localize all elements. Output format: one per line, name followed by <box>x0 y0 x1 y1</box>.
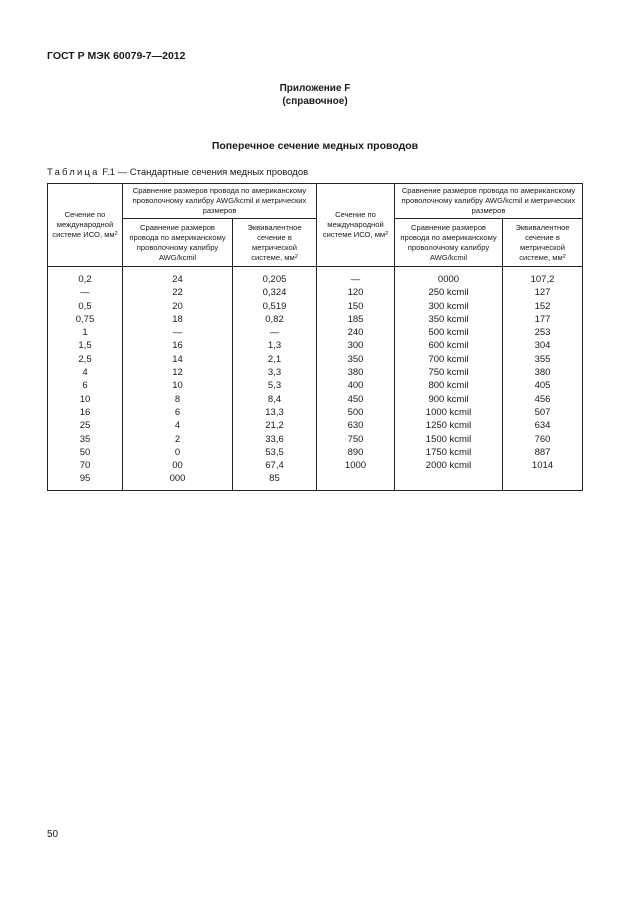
header-metric-left: Эквивалентное сечение в метрической системе, $мм^2$ <box>233 219 317 267</box>
cell-awg-right: 0000 <box>395 267 503 287</box>
table-row <box>48 472 583 490</box>
cell-awg-right: 300 kcmil <box>395 300 503 313</box>
table-row <box>48 433 583 446</box>
cell-metric: 0,324 <box>233 286 317 299</box>
cell-metric: 5,3 <box>233 379 317 392</box>
cell-awg-right: 350 kcmil <box>395 313 503 326</box>
cell-awg: 16 <box>123 339 233 352</box>
cell-awg: 18 <box>123 313 233 326</box>
cell-metric-right: 634 <box>503 419 583 432</box>
cell-iso: 1 <box>48 326 123 339</box>
annex-subtitle: (справочное) <box>282 96 348 107</box>
cell-iso: 4 <box>48 366 123 379</box>
cell-metric-right <box>503 472 583 490</box>
cell-awg-right: 500 kcmil <box>395 326 503 339</box>
cell-awg: 00 <box>123 459 233 472</box>
cell-iso: 0,2 <box>48 267 123 287</box>
cell-iso-right: 380 <box>317 366 395 379</box>
table-caption-number: F.1 <box>102 167 115 178</box>
cell-awg-right: 250 kcmil <box>395 286 503 299</box>
cell-metric-right: 887 <box>503 446 583 459</box>
cell-metric-right: 380 <box>503 366 583 379</box>
cell-iso: 50 <box>48 446 123 459</box>
cell-awg: 8 <box>123 393 233 406</box>
header-group-right: Сравнение размеров провода по американскому проволочному калибру AWG/kcmil и метрических размеров <box>395 184 583 219</box>
cell-metric-right: 1014 <box>503 459 583 472</box>
cell-metric: 8,4 <box>233 393 317 406</box>
cell-iso: 0,5 <box>48 300 123 313</box>
cell-metric: 1,3 <box>233 339 317 352</box>
cell-awg: — <box>123 326 233 339</box>
cell-metric: 13,3 <box>233 406 317 419</box>
cell-awg-right: 1750 kcmil <box>395 446 503 459</box>
table-row <box>48 300 583 313</box>
table-row <box>48 406 583 419</box>
cell-iso-right: 750 <box>317 433 395 446</box>
cell-iso-right: 630 <box>317 419 395 432</box>
cell-metric: 53,5 <box>233 446 317 459</box>
standard-designation: ГОСТ Р МЭК 60079-7—2012 <box>47 50 186 62</box>
cell-metric-right: 177 <box>503 313 583 326</box>
cell-iso: 0,75 <box>48 313 123 326</box>
cell-metric-right: 253 <box>503 326 583 339</box>
table-row <box>48 353 583 366</box>
cell-iso-right: 240 <box>317 326 395 339</box>
cell-awg-right: 900 kcmil <box>395 393 503 406</box>
cell-iso: 1,5 <box>48 339 123 352</box>
cell-metric: 85 <box>233 472 317 490</box>
page-number: 50 <box>47 829 59 840</box>
header-awg-right: Сравнение размеров провода по американскому проволочному калибру AWG/kcmil <box>395 219 503 267</box>
table-row <box>48 459 583 472</box>
cell-metric-right: 127 <box>503 286 583 299</box>
table-row <box>48 379 583 392</box>
section-title: Поперечное сечение медных проводов <box>211 140 419 152</box>
cell-metric-right: 304 <box>503 339 583 352</box>
cell-awg: 2 <box>123 433 233 446</box>
cell-awg: 14 <box>123 353 233 366</box>
cell-metric-right: 107,2 <box>503 267 583 287</box>
cell-awg-right: 600 kcmil <box>395 339 503 352</box>
cell-awg-right: 700 kcmil <box>395 353 503 366</box>
cell-awg-right: 1250 kcmil <box>395 419 503 432</box>
cell-metric: 67,4 <box>233 459 317 472</box>
cell-iso: 2,5 <box>48 353 123 366</box>
table-caption-text: — Стандартные сечения медных проводов <box>117 167 309 178</box>
cell-iso-right: 450 <box>317 393 395 406</box>
cell-metric: — <box>233 326 317 339</box>
cell-awg: 12 <box>123 366 233 379</box>
cell-awg-right: 2000 kcmil <box>395 459 503 472</box>
header-iso-right: Сечение по международной системе ИСО, $мм^2$ <box>317 184 395 267</box>
cell-iso-right: 400 <box>317 379 395 392</box>
cell-awg-right: 750 kcmil <box>395 366 503 379</box>
annex-title: Приложение F <box>279 83 351 94</box>
header-metric-right: Эквивалентное сечение в метрической системе, $мм^2$ <box>503 219 583 267</box>
cell-metric-right: 456 <box>503 393 583 406</box>
cell-awg: 22 <box>123 286 233 299</box>
table-row <box>48 446 583 459</box>
cell-metric-right: 760 <box>503 433 583 446</box>
cell-awg: 20 <box>123 300 233 313</box>
cell-metric-right: 405 <box>503 379 583 392</box>
cell-metric: 21,2 <box>233 419 317 432</box>
cell-metric: 0,519 <box>233 300 317 313</box>
table-row <box>48 366 583 379</box>
table-row <box>48 339 583 352</box>
cell-metric-right: 355 <box>503 353 583 366</box>
cell-awg-right <box>395 472 503 490</box>
cell-iso: 95 <box>48 472 123 490</box>
cell-awg: 0 <box>123 446 233 459</box>
header-awg-left: Сравнение размеров провода по американскому проволочному калибру AWG/kcmil <box>123 219 233 267</box>
cell-awg-right: 1000 kcmil <box>395 406 503 419</box>
cell-iso-right <box>317 472 395 490</box>
cell-iso-right: 120 <box>317 286 395 299</box>
cell-iso-right: 890 <box>317 446 395 459</box>
table-caption <box>47 167 308 178</box>
cell-metric-right: 152 <box>503 300 583 313</box>
cell-iso: 16 <box>48 406 123 419</box>
cell-iso: 70 <box>48 459 123 472</box>
copper-wire-table <box>47 183 583 491</box>
table-row <box>48 267 583 287</box>
cell-awg: 10 <box>123 379 233 392</box>
table-row <box>48 393 583 406</box>
cell-iso: — <box>48 286 123 299</box>
table-row <box>48 419 583 432</box>
table-row <box>48 286 583 299</box>
cell-awg: 000 <box>123 472 233 490</box>
cell-iso: 10 <box>48 393 123 406</box>
cell-iso-right: 500 <box>317 406 395 419</box>
cell-awg: 6 <box>123 406 233 419</box>
cell-iso: 6 <box>48 379 123 392</box>
cell-iso-right: 300 <box>317 339 395 352</box>
cell-awg: 24 <box>123 267 233 287</box>
cell-metric: 33,6 <box>233 433 317 446</box>
cell-metric-right: 507 <box>503 406 583 419</box>
cell-metric: 2,1 <box>233 353 317 366</box>
cell-awg: 4 <box>123 419 233 432</box>
header-group-left: Сравнение размеров провода по американскому проволочному калибру AWG/kcmil и метрических размеров <box>123 184 317 219</box>
cell-awg-right: 800 kcmil <box>395 379 503 392</box>
cell-iso-right: — <box>317 267 395 287</box>
cell-iso-right: 350 <box>317 353 395 366</box>
cell-metric: 0,82 <box>233 313 317 326</box>
cell-iso: 25 <box>48 419 123 432</box>
cell-iso-right: 185 <box>317 313 395 326</box>
cell-awg-right: 1500 kcmil <box>395 433 503 446</box>
annex-heading <box>0 82 630 108</box>
header-iso-left: Сечение по международной системе ИСО, $мм^2$ <box>48 184 123 267</box>
cell-iso-right: 150 <box>317 300 395 313</box>
cell-metric: 3,3 <box>233 366 317 379</box>
cell-iso: 35 <box>48 433 123 446</box>
table-caption-label: Таблица <box>47 167 100 178</box>
table-row <box>48 313 583 326</box>
table-row <box>48 326 583 339</box>
cell-metric: 0,205 <box>233 267 317 287</box>
cell-iso-right: 1000 <box>317 459 395 472</box>
